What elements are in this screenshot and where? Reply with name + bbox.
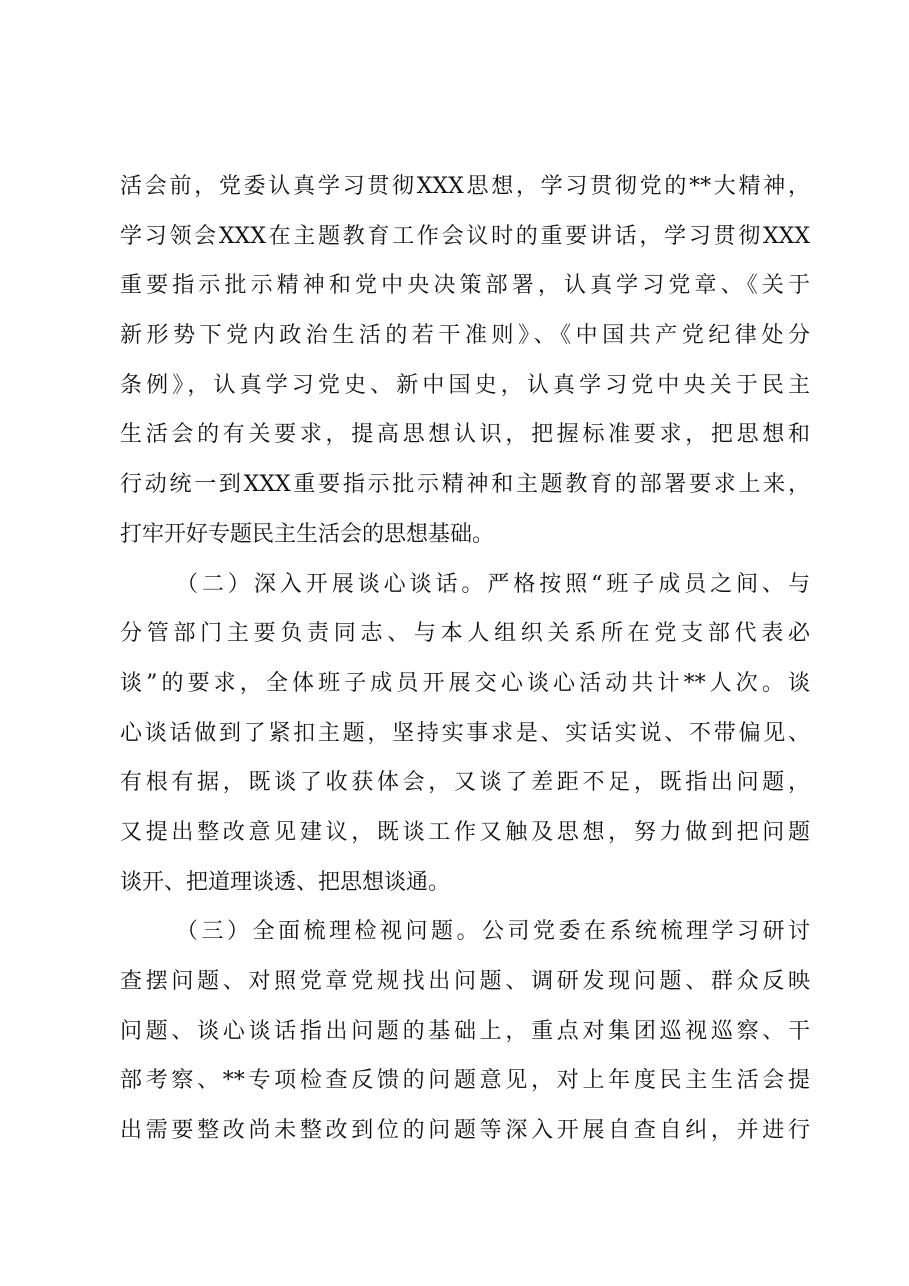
body-line: 有根有据，既谈了收获体会，又谈了差距不足，既指出问题， bbox=[120, 770, 810, 796]
body-line: 分管部门主要负责同志、与本人组织关系所在党支部代表必 bbox=[120, 621, 810, 647]
body-line: 心谈话做到了紧扣主题，坚持实事求是、实话实说、不带偏见、 bbox=[120, 720, 810, 746]
body-line: 行动统一到XXX重要指示批示精神和主题教育的部署要求上来， bbox=[120, 472, 810, 498]
body-line: 出需要整改尚未整改到位的问题等深入开展自查自纠，并进行 bbox=[120, 1118, 810, 1144]
body-line: 又提出整改意见建议，既谈工作又触及思想，努力做到把问题 bbox=[120, 819, 810, 845]
body-line: 重要指示批示精神和党中央决策部署，认真学习党章、《关于 bbox=[120, 273, 810, 299]
body-line: 学习领会XXX在主题教育工作会议时的重要讲话，学习贯彻XXX bbox=[120, 223, 810, 249]
document-body bbox=[120, 162, 810, 1156]
body-line: 活会前，党委认真学习贯彻XXX思想，学习贯彻党的**大精神， bbox=[120, 174, 810, 199]
body-line: 查摆问题、对照党章党规找出问题、调研发现问题、群众反映 bbox=[120, 969, 810, 994]
body-line: 新形势下党内政治生活的若干准则》、《中国共产党纪律处分 bbox=[120, 323, 810, 349]
body-line: 生活会的有关要求，提高思想认识，把握标准要求，把思想和 bbox=[120, 422, 810, 448]
body-line: 部考察、**专项检查反馈的问题意见，对上年度民主生活会提 bbox=[120, 1068, 810, 1094]
body-line: 谈”的要求，全体班子成员开展交心谈心活动共计**人次。谈 bbox=[120, 670, 810, 696]
paragraph-end-line: 打牢开好专题民主生活会的思想基础。 bbox=[120, 521, 495, 547]
body-line: 条例》，认真学习党史、新中国史，认真学习党中央关于民主 bbox=[120, 372, 810, 398]
section-heading-line: （三）全面梳理检视问题。公司党委在系统梳理学习研讨 bbox=[176, 919, 810, 945]
body-line: 问题、谈心谈话指出问题的基础上，重点对集团巡视巡察、干 bbox=[120, 1018, 810, 1044]
section-heading-line: （二）深入开展谈心谈话。严格按照“班子成员之间、与 bbox=[176, 571, 810, 597]
paragraph-end-line: 谈开、把道理谈透、把思想谈通。 bbox=[120, 869, 451, 895]
